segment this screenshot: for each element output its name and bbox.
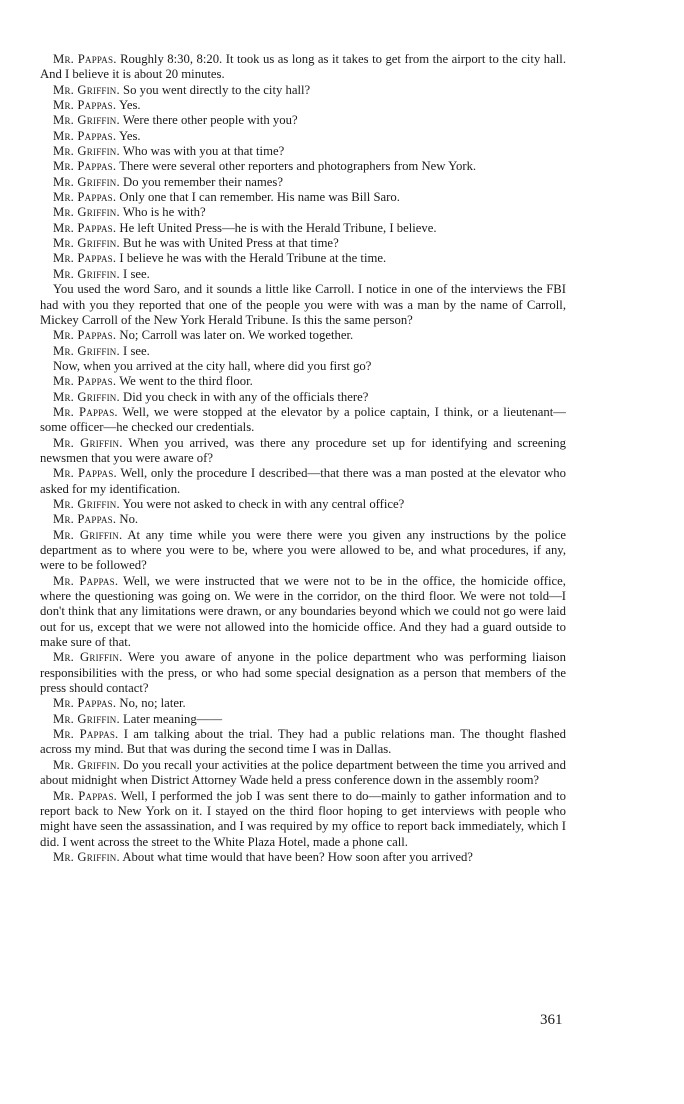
- paragraph-text: I believe he was with the Herald Tribune at the time.: [119, 251, 387, 266]
- transcript-paragraph: [40, 52, 566, 83]
- speaker-name: Mr. Griffin.: [53, 527, 123, 542]
- paragraph-text: When you arrived, was there any procedure set up for identifying and screening newsmen that you were aware of?: [40, 435, 566, 465]
- transcript-paragraph: [40, 727, 566, 758]
- speaker-name: Mr. Pappas.: [53, 220, 117, 235]
- transcript-paragraph: [40, 758, 566, 789]
- speaker-name: Mr. Pappas.: [53, 727, 119, 742]
- speaker-name: Mr. Griffin.: [53, 389, 120, 404]
- paragraph-text: I see.: [123, 343, 150, 358]
- speaker-name: Mr. Griffin.: [53, 650, 123, 665]
- transcript-paragraph: [40, 144, 566, 159]
- transcript-paragraph: [40, 466, 566, 497]
- page-number: 361: [540, 1012, 563, 1028]
- paragraph-text: But he was with United Press at that time?: [123, 236, 339, 251]
- paragraph-text: You were not asked to check in with any central office?: [122, 496, 405, 511]
- speaker-name: Mr. Griffin.: [53, 205, 120, 220]
- speaker-name: Mr. Pappas.: [53, 466, 117, 481]
- speaker-name: Mr. Pappas.: [53, 696, 117, 711]
- transcript-paragraph: [40, 497, 566, 512]
- speaker-name: Mr. Griffin.: [53, 82, 120, 97]
- paragraph-text: You used the word Saro, and it sounds a little like Carroll. I notice in one of the interviews the FBI had with you they reported that one of the people you were with was a man by the name of Carroll, Mickey Carroll of the New York Herald Tribune. Is this the same person?: [40, 282, 566, 327]
- transcript-paragraph: [40, 850, 566, 865]
- speaker-name: Mr. Griffin.: [53, 236, 120, 251]
- paragraph-text: Who is he with?: [122, 205, 206, 220]
- speaker-name: Mr. Griffin.: [53, 496, 120, 511]
- paragraph-text: No.: [119, 512, 139, 527]
- transcript-paragraph: [40, 436, 566, 467]
- transcript-paragraph: [40, 344, 566, 359]
- paragraph-text: We went to the third floor.: [119, 374, 253, 389]
- transcript-paragraph: [40, 574, 566, 651]
- transcript-paragraph: [40, 789, 566, 850]
- speaker-name: Mr. Griffin.: [53, 711, 120, 726]
- transcript-paragraph: [40, 405, 566, 436]
- paragraph-text: Yes.: [118, 128, 141, 143]
- transcript-paragraph: [40, 650, 566, 696]
- paragraph-text: Well, we were stopped at the elevator by a police captain, I think, or a lieutenant—some officer—he checked our credentials.: [40, 404, 566, 435]
- paragraph-text: No; Carroll was later on. We worked together.: [119, 328, 354, 343]
- paragraph-text: Who was with you at that time?: [122, 144, 285, 159]
- transcript-paragraph: [40, 175, 566, 190]
- speaker-name: Mr. Pappas.: [53, 374, 117, 389]
- speaker-name: Mr. Griffin.: [53, 266, 120, 281]
- paragraph-text: About what time would that have been? How soon after you arrived?: [122, 849, 473, 864]
- transcript-page: [40, 52, 566, 865]
- paragraph-text: There were several other reporters and photographers from New York.: [119, 159, 477, 174]
- speaker-name: Mr. Pappas.: [53, 159, 117, 174]
- speaker-name: Mr. Pappas.: [53, 251, 117, 266]
- transcript-paragraph: [40, 328, 566, 343]
- transcript-paragraph: [40, 159, 566, 174]
- transcript-paragraph: [40, 712, 566, 727]
- transcript-paragraph: [40, 267, 566, 282]
- speaker-name: Mr. Pappas.: [53, 788, 118, 803]
- speaker-name: Mr. Griffin.: [53, 343, 120, 358]
- paragraph-text: Roughly 8:30, 8:20. It took us as long as it takes to get from the airport to the city hall. And I believe it is about 20 minutes.: [40, 52, 566, 82]
- paragraph-text: Later meaning——: [123, 711, 223, 726]
- paragraph-text: Well, only the procedure I described—that there was a man posted at the elevator who asked for my identification.: [40, 466, 566, 496]
- transcript-paragraph: [40, 221, 566, 236]
- transcript-paragraph: [40, 113, 566, 128]
- speaker-name: Mr. Griffin.: [53, 144, 120, 159]
- paragraph-text: Yes.: [118, 98, 141, 113]
- transcript-paragraph: [40, 359, 566, 374]
- paragraph-text: Well, I performed the job I was sent there to do—mainly to gather information and to report back to New York on it. I stayed on the third floor hoping to get interviews with people who might have seen the assassination, and I was required by my office to report back immediately, which I did. I went across the street to the White Plaza Hotel, made a phone call.: [40, 788, 566, 849]
- paragraph-text: Do you remember their names?: [123, 174, 283, 189]
- speaker-name: Mr. Griffin.: [53, 435, 123, 450]
- transcript-paragraph: [40, 528, 566, 574]
- speaker-name: Mr. Pappas.: [53, 98, 117, 113]
- transcript-paragraph: [40, 190, 566, 205]
- transcript-paragraph: [40, 236, 566, 251]
- paragraph-text: No, no; later.: [119, 696, 186, 711]
- paragraph-text: Well, we were instructed that we were not to be in the office, the homicide office, where the questioning was going on. We were in the corridor, on the third floor. We were not told—I don't think that any limitations were drawn, or any boundaries beyond which we could not go were laid out for us, except that we were not allowed into the homicide office. And they had a guard outside to make sure of that.: [40, 573, 566, 650]
- speaker-name: Mr. Griffin.: [53, 757, 120, 772]
- transcript-paragraph: [40, 512, 566, 527]
- transcript-paragraph: [40, 205, 566, 220]
- speaker-name: Mr. Pappas.: [53, 573, 119, 588]
- speaker-name: Mr. Pappas.: [53, 512, 117, 527]
- transcript-paragraph: [40, 83, 566, 98]
- paragraph-text: He left United Press—he is with the Herald Tribune, I believe.: [119, 220, 437, 235]
- speaker-name: Mr. Griffin.: [53, 849, 120, 864]
- transcript-paragraph: [40, 390, 566, 405]
- paragraph-text: Only one that I can remember. His name was Bill Saro.: [119, 190, 400, 205]
- speaker-name: Mr. Pappas.: [53, 190, 117, 205]
- transcript-paragraph: [40, 98, 566, 113]
- paragraph-text: I see.: [123, 266, 150, 281]
- speaker-name: Mr. Griffin.: [53, 174, 120, 189]
- paragraph-text: Now, when you arrived at the city hall, where did you first go?: [53, 358, 372, 373]
- transcript-paragraph: [40, 251, 566, 266]
- paragraph-text: I am talking about the trial. They had a public relations man. The thought flashed across my mind. But that was during the second time I was in Dallas.: [40, 727, 566, 757]
- paragraph-text: So you went directly to the city hall?: [123, 82, 311, 97]
- speaker-name: Mr. Griffin.: [53, 113, 120, 128]
- paragraph-text: Did you check in with any of the officials there?: [123, 389, 369, 404]
- paragraph-text: Do you recall your activities at the police department between the time you arrived and about midnight when District Attorney Wade held a press conference down in the assembly room?: [40, 757, 566, 788]
- paragraph-text: Were you aware of anyone in the police department who was performing liaison responsibilities with the press, or who had some special designation as a person that members of the press should contact?: [40, 650, 566, 696]
- speaker-name: Mr. Pappas.: [53, 404, 118, 419]
- transcript-paragraph: [40, 696, 566, 711]
- speaker-name: Mr. Pappas.: [53, 328, 117, 343]
- paragraph-text: Were there other people with you?: [122, 113, 298, 128]
- paragraph-text: At any time while you were there were you given any instructions by the police department as to where you were to be, where you were allowed to be, and what procedures, if any, were to be followed?: [40, 527, 566, 573]
- transcript-paragraph: [40, 374, 566, 389]
- speaker-name: Mr. Pappas.: [53, 128, 117, 143]
- transcript-paragraph: [40, 282, 566, 328]
- transcript-paragraph: [40, 129, 566, 144]
- speaker-name: Mr. Pappas.: [53, 52, 117, 66]
